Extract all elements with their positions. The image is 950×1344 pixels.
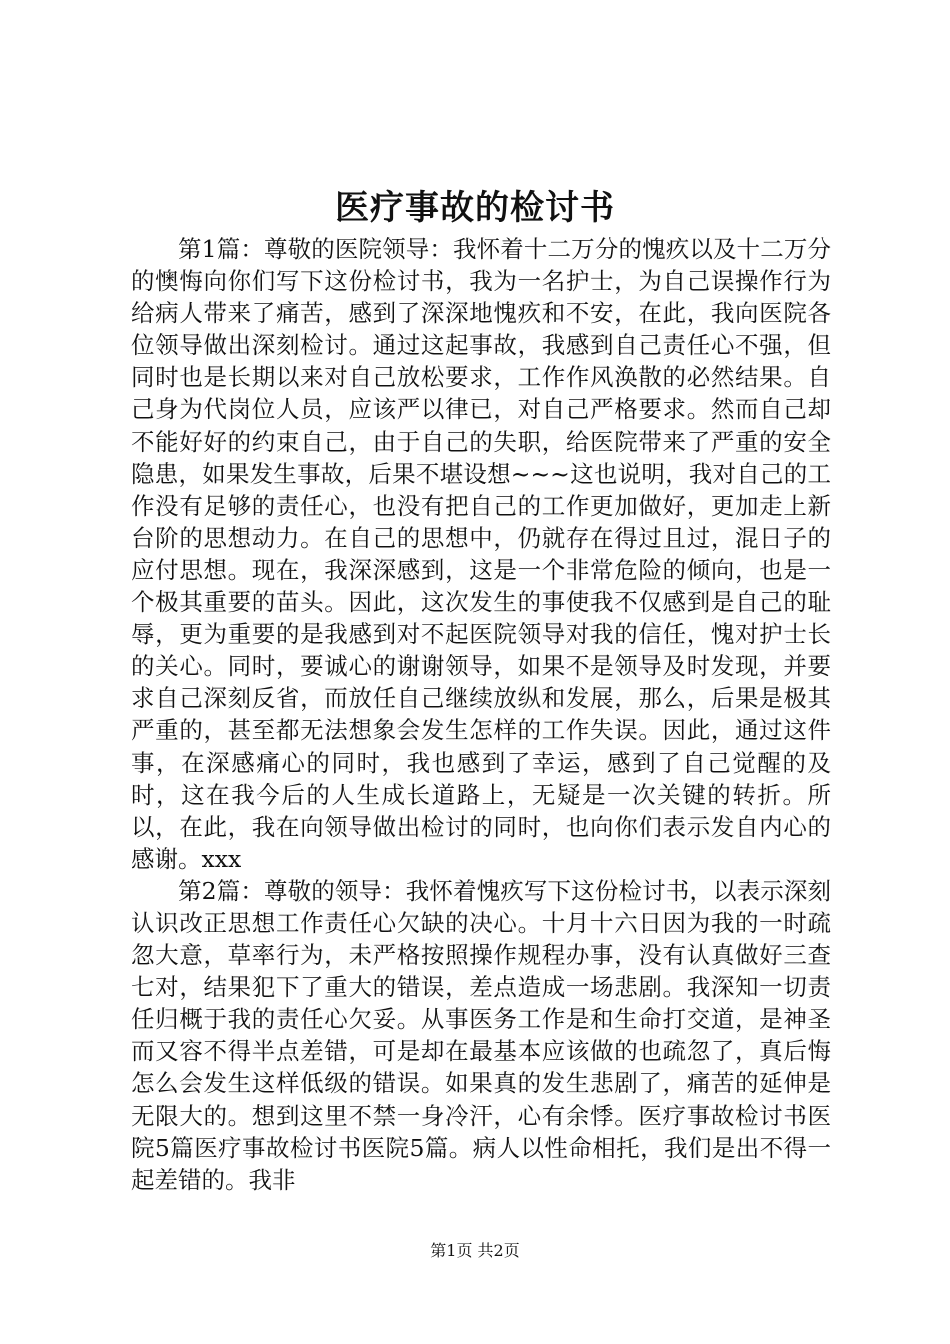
paragraph-1: 第1篇：尊敬的医院领导：我怀着十二万分的愧疚以及十二万分的懊悔向你们写下这份检讨书，我为一名护士，为自己误操作行为给病人带来了痛苦，感到了深深地愧疚和不安，在此，我向医院各位领导做出深刻检讨。通过这起事故，我感到自己责任心不强，但同时也是长期以来对自己放松要求，工作作风涣散的必然结果。自己身为代岗位人员，应该严以律已，对自己严格要求。然而自己却不能好好的约束自己，由于自己的失职，给医院带来了严重的安全隐患，如果发生事故，后果不堪设想~~~这也说明，我对自己的工作没有足够的责任心，也没有把自己的工作更加做好，更加走上新台阶的思想动力。在自己的思想中，仍就存在得过且过，混日子的应付思想。现在，我深深感到，这是一个非常危险的倾向，也是一个极其重要的苗头。因此，这次发生的事使我不仅感到是自己的耻辱，更为重要的是我感到对不起医院领导对我的信任，愧对护士长的关心。同时，要诚心的谢谢领导，如果不是领导及时发现，并要求自己深刻反省，而放任自己继续放纵和发展，那么，后果是极其严重的，甚至都无法想象会发生怎样的工作失误。因此，通过这件事，在深感痛心的同时，我也感到了幸运，感到了自己觉醒的及时，这在我今后的人生成长道路上，无疑是一次关键的转折。所以，在此，我在向领导做出检讨的同时，也向你们表示发自内心的感谢。xxx [131,235,831,873]
paragraph-2: 第2篇：尊敬的领导：我怀着愧疚写下这份检讨书，以表示深刻认识改正思想工作责任心欠缺的决心。十月十六日因为我的一时疏忽大意，草率行为，未严格按照操作规程办事，没有认真做好三查七对，结果犯下了重大的错误，差点造成一场悲剧。我深知一切责任归概于我的责任心欠妥。从事医务工作是和生命打交道，是神圣而又容不得半点差错，可是却在最基本应该做的也疏忽了，真后悔怎么会发生这样低级的错误。如果真的发生悲剧了，痛苦的延伸是无限大的。想到这里不禁一身冷汗，心有余悸。医疗事故检讨书医院5篇医疗事故检讨书医院5篇。病人以性命相托，我们是出不得一起差错的。我非 [131,876,831,1194]
page-footer: 第1页 共2页 [430,1241,520,1260]
document-body [131,233,831,1196]
document-title: 医疗事故的检讨书 [335,188,615,228]
